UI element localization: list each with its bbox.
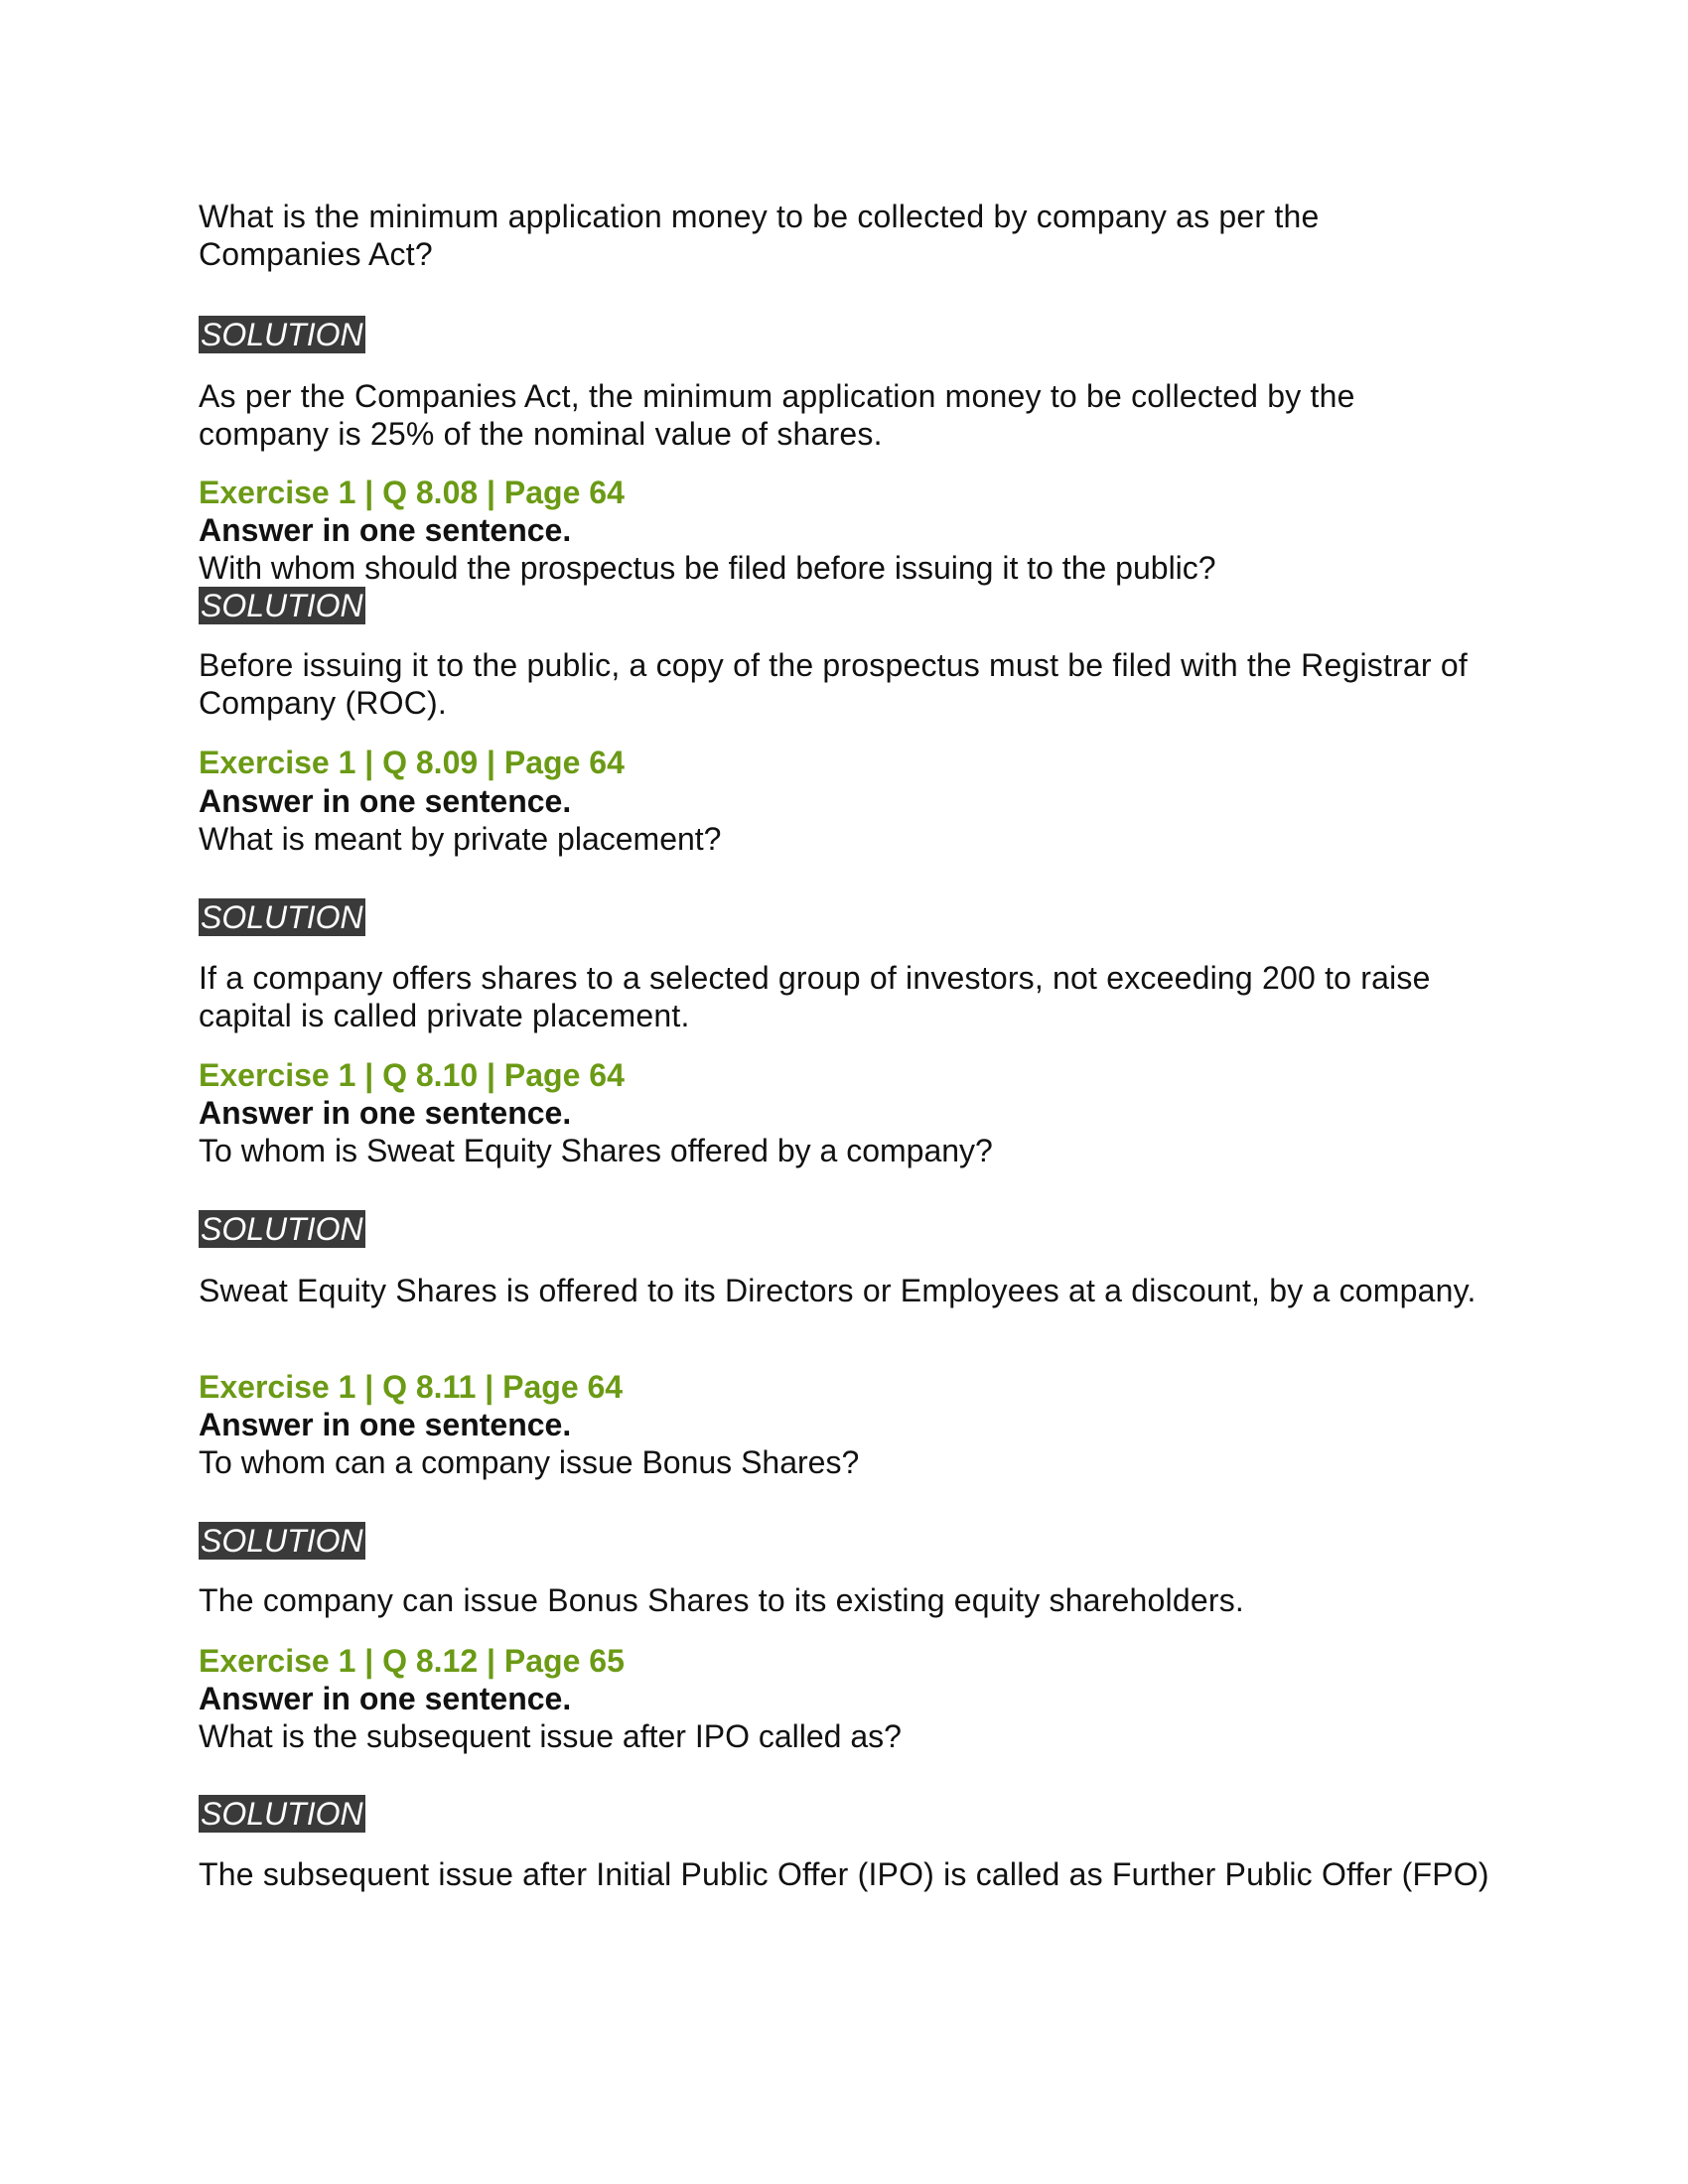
- answer-text: Before issuing it to the public, a copy of the prospectus must be filed with the Registrar of Company (ROC).: [199, 647, 1468, 721]
- question-text: What is meant by private placement?: [199, 821, 722, 857]
- solution-label: SOLUTION: [201, 588, 363, 623]
- question-text: What is the minimum application money to be collected by company as per the Companies Act?: [199, 199, 1320, 272]
- solution-label: SOLUTION: [201, 1523, 363, 1559]
- answer-text: Sweat Equity Shares is offered to its Directors or Employees at a discount, by a company.: [199, 1273, 1477, 1308]
- answer-text: If a company offers shares to a selected group of investors, not exceeding 200 to raise capital is called private placement.: [199, 960, 1431, 1033]
- question-text: With whom should the prospectus be filed before issuing it to the public?: [199, 550, 1216, 586]
- solution-label: SOLUTION: [201, 1211, 363, 1247]
- solution-label: SOLUTION: [201, 899, 363, 935]
- exercise-heading[interactable]: Exercise 1 | Q 8.08 | Page 64: [199, 475, 625, 510]
- question-text: To whom can a company issue Bonus Shares?: [199, 1444, 860, 1480]
- solution-label: SOLUTION: [201, 1796, 363, 1832]
- exercise-heading[interactable]: Exercise 1 | Q 8.11 | Page 64: [199, 1369, 624, 1405]
- instruction-text: Answer in one sentence.: [199, 1095, 572, 1131]
- instruction-text: Answer in one sentence.: [199, 783, 572, 819]
- instruction-text: Answer in one sentence.: [199, 1681, 572, 1716]
- solution-label: SOLUTION: [201, 317, 363, 352]
- exercise-heading[interactable]: Exercise 1 | Q 8.10 | Page 64: [199, 1057, 625, 1093]
- exercise-heading[interactable]: Exercise 1 | Q 8.12 | Page 65: [199, 1643, 625, 1679]
- instruction-text: Answer in one sentence.: [199, 512, 572, 548]
- answer-text: The subsequent issue after Initial Public Offer (IPO) is called as Further Public Offer (FPO): [199, 1856, 1489, 1892]
- answer-text: As per the Companies Act, the minimum application money to be collected by the company is 25% of the nominal value of shares.: [199, 378, 1355, 452]
- exercise-heading[interactable]: Exercise 1 | Q 8.09 | Page 64: [199, 745, 625, 780]
- question-text: What is the subsequent issue after IPO called as?: [199, 1718, 902, 1754]
- answer-text: The company can issue Bonus Shares to its existing equity shareholders.: [199, 1582, 1244, 1618]
- instruction-text: Answer in one sentence.: [199, 1407, 572, 1442]
- question-text: To whom is Sweat Equity Shares offered by a company?: [199, 1133, 993, 1168]
